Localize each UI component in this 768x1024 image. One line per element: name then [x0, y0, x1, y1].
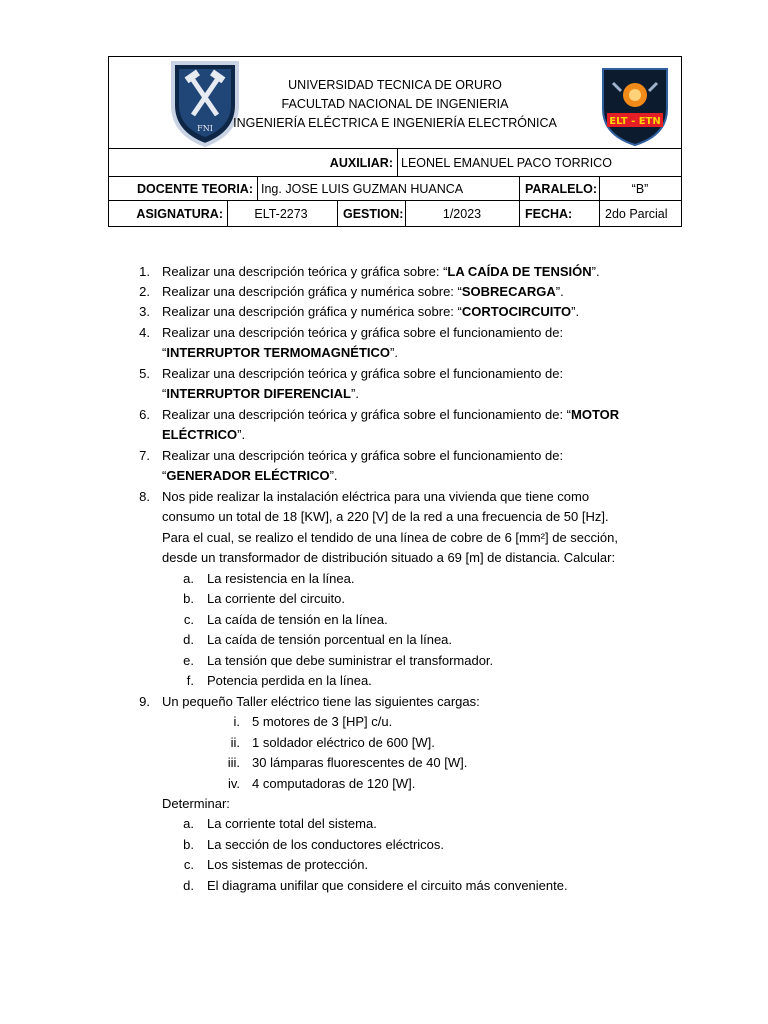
fecha-value: 2do Parcial: [605, 207, 668, 221]
faculty-name: FACULTAD NACIONAL DE INGENIERIA: [281, 97, 509, 111]
q9-load: 30 lámparas fluorescentes de 40 [W].: [252, 755, 468, 770]
q9-item-label: b.: [183, 837, 194, 852]
elt-etn-logo-text: ELT - ETN: [609, 116, 661, 127]
q9-load-label: ii.: [230, 735, 240, 750]
question-3: [162, 304, 579, 320]
question-2-end: ”.: [555, 284, 564, 299]
question-6-number: 6.: [139, 407, 150, 422]
question-6-topic-part-2: ELÉCTRICO: [162, 427, 238, 442]
question-6-line-1: [162, 407, 619, 423]
question-6-topic-part-1: MOTOR: [571, 407, 620, 422]
q9-load-label: i.: [233, 714, 240, 729]
q9-item: La sección de los conductores eléctricos.: [207, 837, 445, 852]
question-2: [162, 284, 564, 300]
auxiliar-label: AUXILIAR:: [329, 156, 393, 170]
question-1-topic: LA CAÍDA DE TENSIÓN: [447, 264, 592, 279]
question-3-topic: CORTOCIRCUITO: [461, 304, 572, 319]
question-1-number: 1.: [139, 264, 150, 279]
question-1-text: Realizar una descripción teórica y gráfica sobre: “: [162, 264, 448, 279]
gestion-value: 1/2023: [442, 207, 482, 221]
q9-load-label: iii.: [227, 755, 240, 770]
question-5-topic: INTERRUPTOR DIFERENCIAL: [166, 386, 351, 401]
question-5-line-2: [162, 386, 359, 402]
question-3-number: 3.: [139, 304, 150, 319]
question-2-number: 2.: [139, 284, 150, 299]
university-name: UNIVERSIDAD TECNICA DE ORURO: [288, 78, 502, 92]
question-9-number: 9.: [139, 694, 150, 709]
question-8-number: 8.: [139, 489, 150, 504]
q8-item: La caída de tensión porcentual en la línea.: [207, 632, 453, 647]
q8-item: La caída de tensión en la línea.: [207, 612, 388, 627]
question-6-line-2: [162, 427, 245, 443]
question-1: [162, 264, 600, 280]
q8-item: La corriente del circuito.: [207, 591, 346, 606]
question-7-topic: GENERADOR ELÉCTRICO: [166, 468, 330, 483]
q8-item-label: b.: [183, 591, 194, 606]
question-8-line-2: consumo un total de 18 [KW], a 220 [V] de la red a una frecuencia de 50 [Hz].: [162, 509, 609, 524]
question-4-open-quote: “: [162, 345, 167, 360]
q9-item: Los sistemas de protección.: [207, 857, 369, 872]
question-5-open-quote: “: [162, 386, 167, 401]
gestion-label: GESTION:: [343, 207, 404, 221]
q9-item: El diagrama unifilar que considere el circuito más conveniente.: [207, 878, 568, 893]
question-1-end: ”.: [591, 264, 600, 279]
q9-item-label: d.: [183, 878, 194, 893]
q8-item-label: d.: [183, 632, 194, 647]
docente-value: Ing. JOSE LUIS GUZMAN HUANCA: [261, 182, 464, 196]
q8-item: La resistencia en la línea.: [207, 571, 355, 586]
question-7-number: 7.: [139, 448, 150, 463]
docente-label: DOCENTE TEORIA:: [137, 182, 253, 196]
question-3-text: Realizar una descripción gráfica y numérica sobre: “: [162, 304, 462, 319]
asignatura-value: ELT-2273: [254, 207, 308, 221]
question-4-number: 4.: [139, 325, 150, 340]
q9-item-label: c.: [183, 857, 194, 872]
paralelo-label: PARALELO:: [525, 182, 597, 196]
asignatura-label: ASIGNATURA:: [136, 207, 223, 221]
fecha-label: FECHA:: [525, 207, 573, 221]
question-5-end: ”.: [351, 386, 359, 401]
question-5-line-1: Realizar una descripción teórica y gráfica sobre el funcionamiento de:: [162, 366, 564, 381]
question-8-line-1: Nos pide realizar la instalación eléctrica para una vivienda que tiene como: [162, 489, 590, 504]
question-8-line-4: desde un transformador de distribución situado a 69 [m] de distancia. Calcular:: [162, 550, 616, 565]
q8-item: La tensión que debe suministrar el transformador.: [207, 653, 494, 668]
department-name: INGENIERÍA ELÉCTRICA E INGENIERÍA ELECTRÓNICA: [233, 116, 557, 130]
question-4-line-1: Realizar una descripción teórica y gráfica sobre el funcionamiento de:: [162, 325, 564, 340]
question-3-end: ”.: [571, 304, 580, 319]
q9-item: La corriente total del sistema.: [207, 816, 377, 831]
question-6-text: Realizar una descripción teórica y gráfica sobre el funcionamiento de: “: [162, 407, 571, 422]
q9-load: 5 motores de 3 [HP] c/u.: [252, 714, 393, 729]
question-7-line-1: Realizar una descripción teórica y gráfica sobre el funcionamiento de:: [162, 448, 564, 463]
q9-determine-heading: Determinar:: [162, 796, 230, 811]
question-2-topic: SOBRECARGA: [461, 284, 556, 299]
auxiliar-value: LEONEL EMANUEL PACO TORRICO: [401, 156, 612, 170]
q9-item-label: a.: [183, 816, 194, 831]
q8-item: Potencia perdida en la línea.: [207, 673, 372, 688]
q9-load: 4 computadoras de 120 [W].: [252, 776, 416, 791]
q9-load: 1 soldador eléctrico de 600 [W].: [252, 735, 435, 750]
q8-item-label: c.: [183, 612, 194, 627]
question-7-end: ”.: [329, 468, 338, 483]
question-7-open-quote: “: [162, 468, 167, 483]
question-4-end: ”.: [390, 345, 398, 360]
question-2-text: Realizar una descripción gráfica y numérica sobre: “: [162, 284, 462, 299]
q9-load-label: iv.: [227, 776, 240, 791]
q8-item-label: e.: [183, 653, 194, 668]
question-7-line-2: [162, 468, 338, 484]
question-5-number: 5.: [139, 366, 150, 381]
question-6-end: ”.: [237, 427, 246, 442]
q8-item-label: f.: [186, 673, 194, 688]
question-4-topic: INTERRUPTOR TERMOMAGNÉTICO: [166, 345, 390, 360]
q8-item-label: a.: [183, 571, 194, 586]
question-8-line-3: Para el cual, se realizo el tendido de una línea de cobre de 6 [mm²] de sección,: [162, 530, 618, 545]
question-4-line-2: [162, 345, 398, 361]
question-9-line-1: Un pequeño Taller eléctrico tiene las siguientes cargas:: [162, 694, 480, 709]
fni-logo-text: FNI: [197, 124, 213, 133]
paralelo-value: “B”: [631, 182, 649, 196]
